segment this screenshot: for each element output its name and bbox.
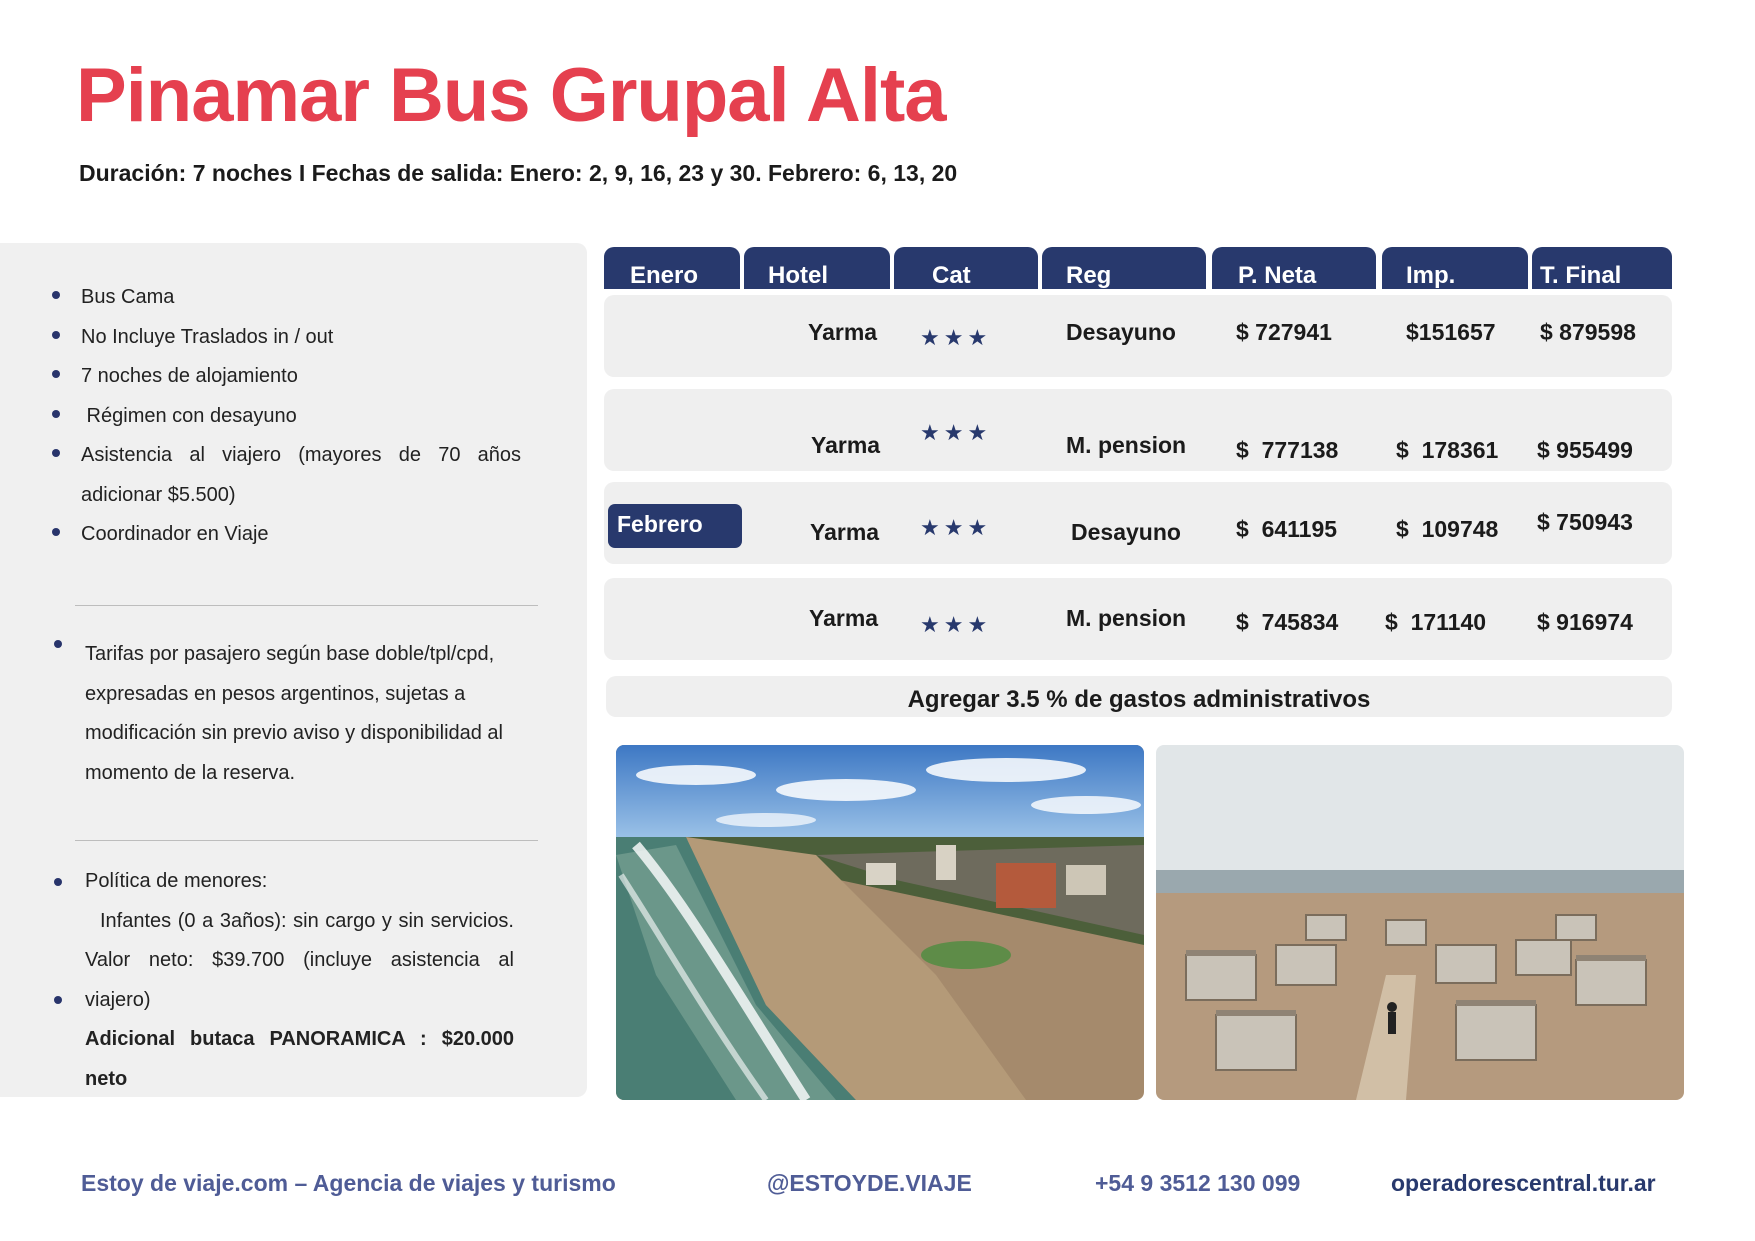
bullet-icon — [52, 291, 60, 299]
price-net: $ 727941 — [1236, 319, 1332, 345]
bullet-icon — [52, 449, 60, 457]
beach-aerial-photo — [616, 745, 1144, 1100]
hotel-name: Yarma — [809, 605, 879, 631]
price-net: $ 641195 — [1236, 516, 1338, 542]
regime: M. pension — [1066, 432, 1187, 458]
price-taxes: $ 171140 — [1385, 609, 1487, 635]
divider — [75, 840, 538, 841]
bullet-icon — [52, 331, 60, 339]
list-item: Bus Cama — [52, 278, 512, 318]
rating-stars-icon: ★★★ — [920, 612, 992, 637]
price-final: $ 955499 — [1537, 437, 1633, 463]
phone-number: +54 9 3512 130 099 — [1095, 1170, 1301, 1196]
includes-list — [52, 278, 521, 555]
bullet-icon — [52, 528, 60, 536]
hotel-name: Yarma — [811, 432, 881, 458]
regime: M. pension — [1066, 605, 1187, 631]
website-link[interactable]: operadorescentral.tur.ar — [1391, 1170, 1656, 1196]
hotel-name: Yarma — [810, 519, 880, 545]
minors-policy — [54, 862, 514, 1099]
minors-heading: Política de menores: — [85, 870, 268, 892]
col-header-neta: P. Neta — [1212, 247, 1376, 289]
beach-tents-illustration — [1156, 745, 1684, 1100]
agency-name: Estoy de viaje.com – Agencia de viajes y turismo — [81, 1170, 616, 1196]
list-item: Coordinador en Viaje — [52, 515, 512, 555]
list-item: Asistencia al viajero (mayores de 70 años adicionar $5.500) — [52, 436, 521, 515]
col-header-imp: Imp. — [1382, 247, 1528, 289]
price-final: $ 879598 — [1540, 319, 1636, 345]
price-taxes: $ 109748 — [1396, 516, 1499, 542]
rating-stars-icon: ★★★ — [920, 325, 992, 350]
hotel-name: Yarma — [808, 319, 878, 345]
price-taxes: $ 178361 — [1396, 437, 1499, 463]
trip-dates: Duración: 7 noches I Fechas de salida: Enero: 2, 9, 16, 23 y 30. Febrero: 6, 13, 20 — [79, 160, 958, 186]
price-net: $ 777138 — [1236, 437, 1339, 463]
rating-stars-icon: ★★★ — [920, 515, 992, 540]
price-taxes: $151657 — [1406, 319, 1496, 345]
minors-infants: Infantes (0 a 3años): sin cargo y sin servicios. Valor neto: $39.700 (incluye asistencia al viajero) — [85, 909, 514, 1011]
list-item: Régimen con desayuno — [52, 397, 512, 437]
col-header-hotel: Hotel — [744, 247, 890, 289]
bullet-icon — [52, 370, 60, 378]
price-final: $ 750943 — [1537, 509, 1633, 535]
beach-aerial-illustration — [616, 745, 1144, 1100]
regime: Desayuno — [1066, 319, 1176, 345]
admin-fee-note: Agregar 3.5 % de gastos administrativos — [606, 676, 1672, 717]
col-header-reg: Reg — [1042, 247, 1206, 289]
price-net: $ 745834 — [1236, 609, 1339, 635]
col-header-cat: Cat — [894, 247, 1038, 289]
social-handle: @ESTOYDE.VIAJE — [767, 1170, 972, 1196]
col-header-month: Enero — [604, 247, 740, 289]
page-title: Pinamar Bus Grupal Alta — [76, 53, 946, 138]
bullet-icon — [54, 878, 62, 886]
regime: Desayuno — [1071, 519, 1181, 545]
bullet-icon — [54, 640, 62, 648]
beach-tents-photo — [1156, 745, 1684, 1100]
list-item: 7 noches de alojamiento — [52, 357, 512, 397]
rating-stars-icon: ★★★ — [920, 420, 992, 445]
month-label-february: Febrero — [608, 504, 742, 548]
conditions-note: Tarifas por pasajero según base doble/tpl/cpd, expresadas en pesos argentinos, sujetas a modificación sin previo aviso y disponibilidad al momento de la reserva. — [54, 635, 544, 793]
divider — [75, 605, 538, 606]
col-header-final: T. Final — [1532, 247, 1672, 289]
price-final: $ 916974 — [1537, 609, 1633, 635]
bullet-icon — [54, 996, 62, 1004]
bullet-icon — [52, 410, 60, 418]
list-item: No Incluye Traslados in / out — [52, 318, 512, 358]
minors-extra: Adicional butaca PANORAMICA : $20.000 neto — [85, 1028, 514, 1090]
